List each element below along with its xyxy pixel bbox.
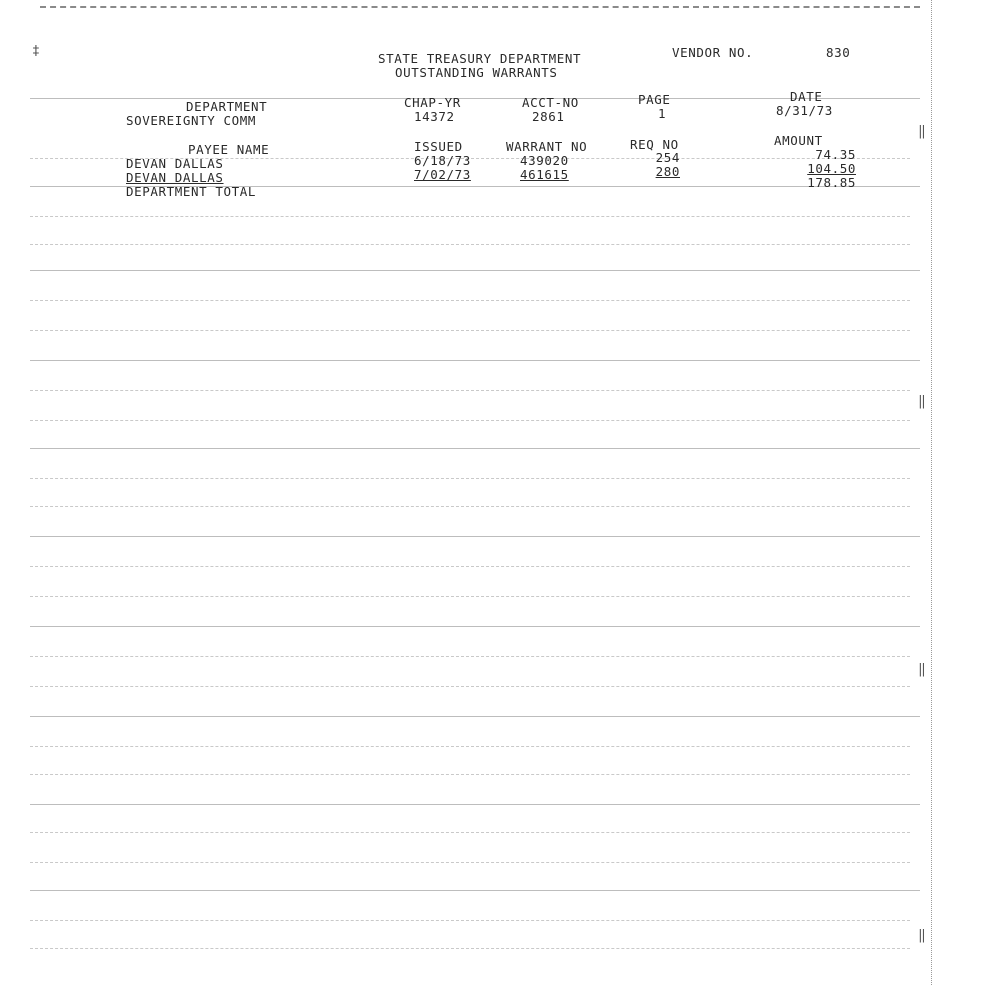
acct-no-label: ACCT-NO [522, 95, 579, 110]
form-rule [30, 98, 920, 99]
page-value: 1 [658, 106, 667, 121]
form-rule [30, 330, 910, 331]
department-total-label: DEPARTMENT TOTAL [126, 184, 257, 199]
row2-amount: 104.50 [807, 161, 856, 176]
feed-mark-icon: ‡ [32, 44, 40, 59]
feed-mark-icon: ‖ [918, 124, 926, 139]
form-rule [30, 948, 910, 949]
form-rule [30, 596, 910, 597]
form-rule [30, 862, 910, 863]
row1-req: 254 [655, 150, 680, 165]
row1-warrant: 439020 [520, 153, 569, 168]
form-rule [30, 420, 910, 421]
row1-amount: 74.35 [815, 147, 856, 162]
department-name: SOVEREIGNTY COMM [126, 113, 257, 128]
date-label: DATE [790, 89, 823, 104]
feed-mark-icon: ‖ [918, 928, 926, 943]
form-rule [30, 626, 920, 627]
form-rule [30, 890, 920, 891]
form-rule [30, 270, 920, 271]
col-payee-name: PAYEE NAME [188, 142, 270, 157]
form-rule [30, 804, 920, 805]
chap-yr-value: 14372 [414, 109, 455, 124]
chap-yr-label: CHAP-YR [404, 95, 461, 110]
page-label: PAGE [638, 92, 671, 107]
form-rule [30, 506, 910, 507]
acct-no-value: 2861 [532, 109, 565, 124]
row2-req: 280 [655, 164, 680, 179]
row1-issued: 6/18/73 [414, 153, 471, 168]
row2-payee: DEVAN DALLAS [126, 170, 224, 185]
form-rule [30, 300, 910, 301]
date-value: 8/31/73 [776, 103, 833, 118]
form-rule [30, 920, 910, 921]
form-rule [30, 656, 910, 657]
row2-issued: 7/02/73 [414, 167, 471, 182]
form-rule [30, 774, 910, 775]
form-rule [30, 216, 910, 217]
form-rule [30, 566, 910, 567]
form-rule [30, 746, 910, 747]
form-rule [30, 244, 910, 245]
feed-mark-icon: ‖ [918, 662, 926, 677]
col-req-no: REQ NO [630, 137, 679, 152]
form-rule [30, 832, 910, 833]
report-title: STATE TREASURY DEPARTMENT [378, 51, 582, 66]
department-label: DEPARTMENT [186, 99, 268, 114]
report-subtitle: OUTSTANDING WARRANTS [395, 65, 558, 80]
row1-payee: DEVAN DALLAS [126, 156, 224, 171]
perforation-line [931, 0, 932, 985]
col-warrant-no: WARRANT NO [506, 139, 588, 154]
col-issued: ISSUED [414, 139, 463, 154]
col-amount: AMOUNT [774, 133, 823, 148]
vendor-number: 830 [826, 45, 851, 60]
tear-edge [40, 6, 920, 8]
form-rule [30, 686, 910, 687]
vendor-label: VENDOR NO. [672, 45, 754, 60]
form-rule [30, 536, 920, 537]
form-rule [30, 448, 920, 449]
form-rule [30, 390, 910, 391]
row2-warrant: 461615 [520, 167, 569, 182]
form-rule [30, 360, 920, 361]
feed-mark-icon: ‖ [918, 394, 926, 409]
department-total-amount: 178.85 [807, 175, 856, 190]
form-rule [30, 716, 920, 717]
form-rule [30, 478, 910, 479]
